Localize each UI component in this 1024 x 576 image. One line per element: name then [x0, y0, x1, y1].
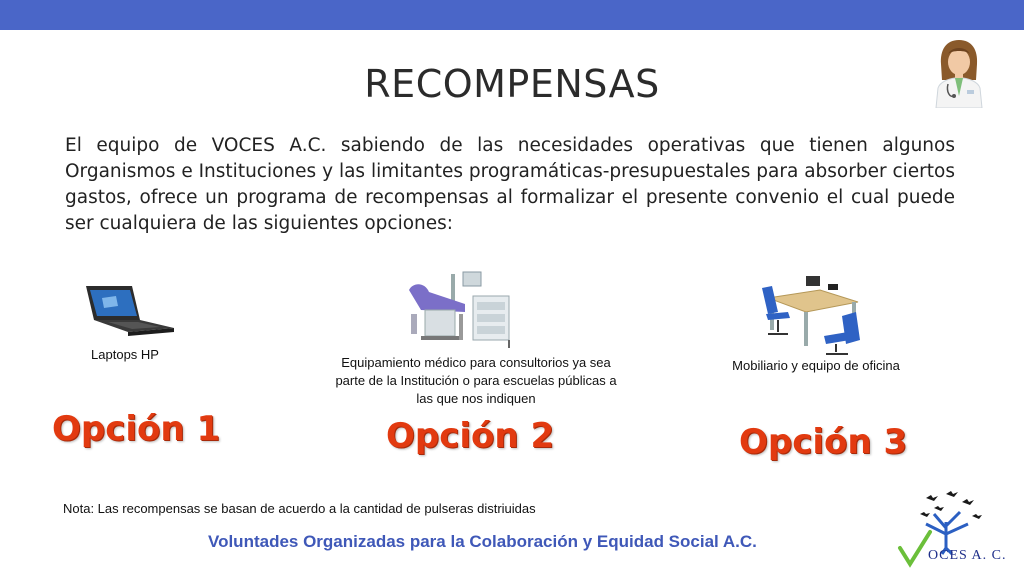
laptop-icon [82, 284, 176, 338]
option-2-label: Opción 2 [386, 416, 555, 456]
note-text: Nota: Las recompensas se basan de acuerdo a la cantidad de pulseras distriuidas [63, 501, 536, 516]
medical-equipment-icon [403, 270, 515, 348]
footer-organization: Voluntades Organizadas para la Colaboración y Equidad Social A.C. [208, 532, 757, 551]
option-2-caption: Equipamiento médico para consultorios ya sea parte de la Institución o para escuelas públicas a las que nos indiquen [335, 355, 617, 406]
option-1-caption: Laptops HP [91, 347, 159, 362]
intro-paragraph: El equipo de VOCES A.C. sabiendo de las necesidades operativas que tienen algunos Organismos e Instituciones y las limitantes programáticas-presupuestales para absorber ciertos gastos, ofrece un programa de recompensas al formalizar el presente convenio el cual puede ser cualquiera de las siguientes opciones: [65, 135, 955, 234]
slide-title: RECOMPENSAS [364, 62, 660, 106]
option-1-label: Opción 1 [52, 409, 221, 449]
option-3-label: Opción 3 [739, 422, 908, 462]
voces-logo-text: OCES A. C. [928, 548, 1007, 563]
option-3-caption: Mobiliario y equipo de oficina [732, 358, 900, 373]
office-furniture-icon [758, 272, 862, 356]
top-bar [0, 0, 1024, 30]
